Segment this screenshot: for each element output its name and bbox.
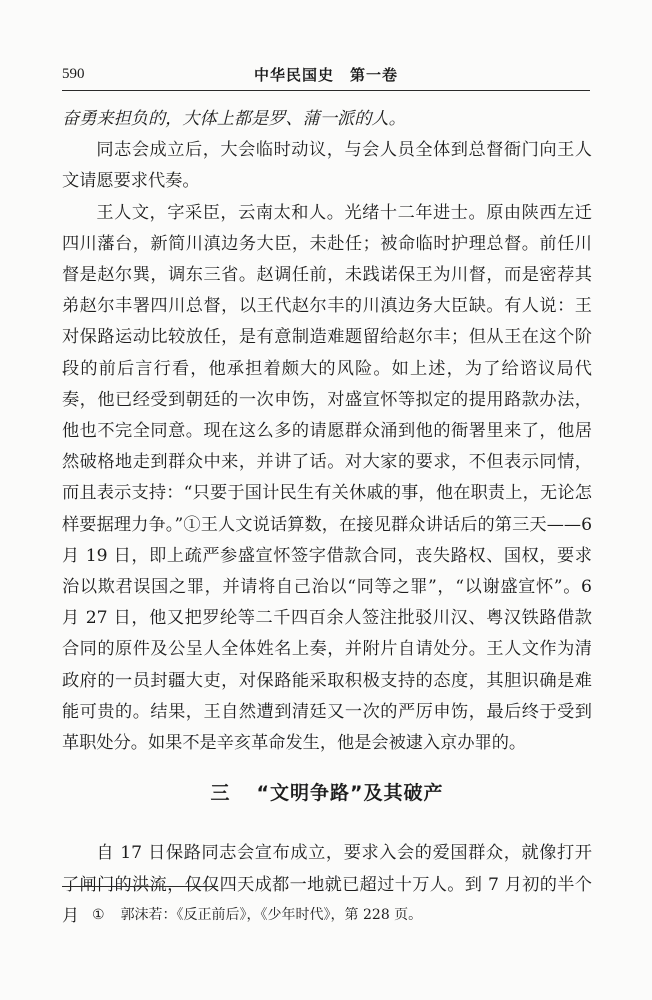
paragraph-quote-end: 奋勇来担负的，大体上都是罗、蒲一派的人。 <box>62 109 406 129</box>
footnote-text: 郭沫若：《反正前后》，《少年时代》，第 228 页。 <box>120 907 423 923</box>
body-text <box>62 104 592 932</box>
section-heading <box>62 778 592 809</box>
section-number: 三 <box>210 782 231 805</box>
page-number: 590 <box>62 66 85 82</box>
running-title: 中华民国史 第一卷 <box>253 66 398 84</box>
footnote <box>92 905 422 925</box>
paragraph: 同志会成立后，大会临时动议，与会人员全体到总督衙门向王人文请愿要求代奏。 <box>62 140 592 192</box>
section-title: “文明争路”及其破产 <box>256 782 444 805</box>
footnote-rule <box>62 886 218 887</box>
paragraph: 王人文，字采臣，云南太和人。光绪十二年进士。原由陕西左迁四川藩台，新简川滇边务大臣，未赴任；被命临时护理总督。前任川督是赵尔巽，调东三省。赵调任前，未践诺保王为川督，而是密荐其弟赵尔丰署四川总督，以王代赵尔丰的川滇边务大臣缺。有人说：王对保路运动比较放任，是有意制造难题留给赵尔丰；但从王在这个阶段的前后言行看，他承担着颇大的风险。如上述，为了给谘议局代奏，他已经受到朝廷的一次申饬，对盛宣怀等拟定的提用路款办法，他也不完全同意。现在这么多的请愿群众涌到他的衙署里来了，他居然破格地走到群众中来，并讲了话。对大家的要求，不但表示同情，而且表示支持：“只要于国计民生有关休戚的事，他在职责上，无论怎样要据理力争。”①王人文说话算数，在接见群众讲话后的第三天——6 月 19 日，即上疏严参盛宣怀签字借款合同，丧失路权、国权，要求治以欺君误国之罪，并请将自己治以“同等之罪”，“以谢盛宣怀”。6 月 27 日，他又把罗纶等二千四百余人签注批驳川汉、粤汉铁路借款合同的原件及公呈人全体姓名上奏，并附片自请处分。王人文作为清政府的一员封疆大吏，对保路能采取积极支持的态度，其胆识确是难能可贵的。结果，王自然遭到清廷又一次的严厉申饬，最后终于受到革职处分。如果不是辛亥革命发生，他是会被逮入京办罪的。 <box>62 202 592 754</box>
footnote-mark: ① <box>92 907 105 923</box>
paragraph: 自 17 日保路同志会宣布成立，要求入会的爱国群众，就像打开了闸门的洪流，仅仅四天成都一地就已超过十万人。到 7 月初的半个月 <box>62 843 592 926</box>
page-header <box>62 64 590 91</box>
